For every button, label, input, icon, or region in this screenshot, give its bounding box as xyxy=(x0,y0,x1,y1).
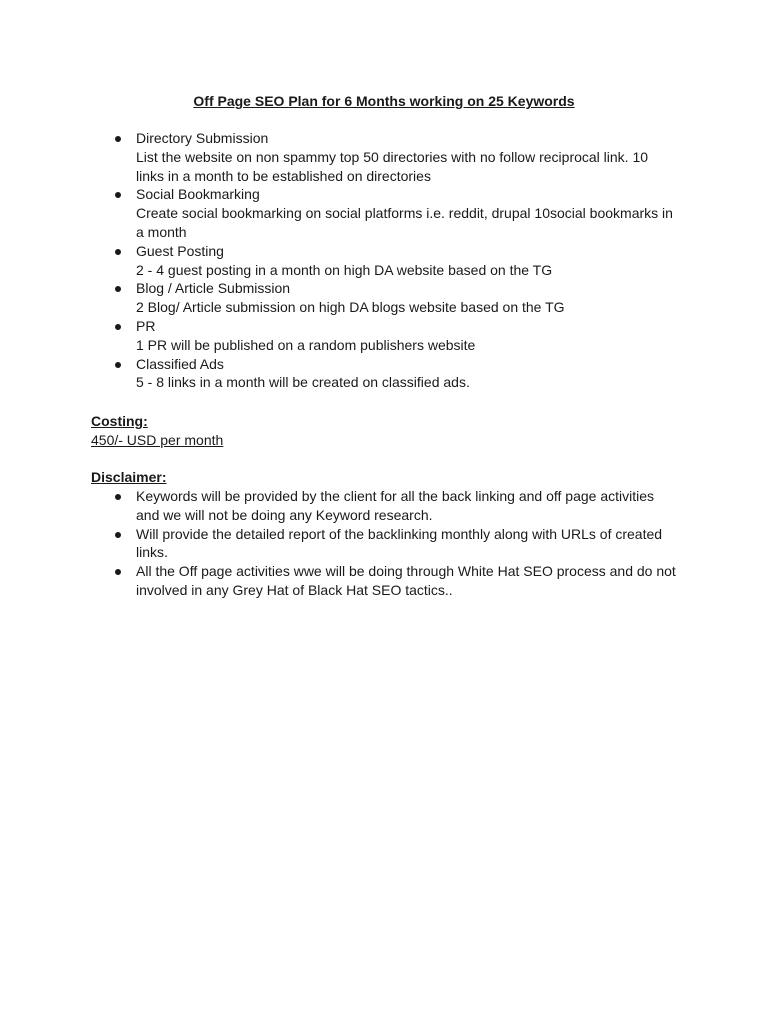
list-item xyxy=(0,525,768,563)
services-list xyxy=(0,129,768,392)
costing-heading: Costing: xyxy=(91,413,148,429)
bullet-icon xyxy=(115,192,121,198)
bullet-icon xyxy=(115,324,121,330)
bullet-icon xyxy=(115,494,121,500)
disclaimer-text: All the Off page activities wwe will be doing through White Hat SEO process and do not involved in any Grey Hat of Black Hat SEO tactics.. xyxy=(136,563,676,598)
bullet-icon xyxy=(115,286,121,292)
disclaimer-text: Keywords will be provided by the client for all the back linking and off page activities and we will not be doing any Keyword research. xyxy=(136,488,655,523)
bullet-icon xyxy=(115,569,121,575)
list-item xyxy=(0,242,768,280)
service-heading: Directory Submission xyxy=(136,130,269,146)
service-heading: Classified Ads xyxy=(136,355,224,372)
document-title: Off Page SEO Plan for 6 Months working on 25 Keywords xyxy=(193,93,575,109)
service-description: Create social bookmarking on social platforms i.e. reddit, drupal 10social bookmarks in a month xyxy=(136,205,673,240)
service-heading: Social Bookmarking xyxy=(136,186,260,203)
service-description: List the website on non spammy top 50 directories with no follow reciprocal link. 10 links in a month to be established on directories xyxy=(136,148,649,184)
disclaimer-text: Will provide the detailed report of the backlinking monthly along with URLs of created links. xyxy=(136,525,663,561)
list-item xyxy=(0,129,768,185)
list-item xyxy=(0,562,768,600)
service-heading: Guest Posting xyxy=(136,242,224,259)
disclaimer-heading: Disclaimer: xyxy=(91,469,167,485)
bullet-icon xyxy=(115,136,121,142)
list-item xyxy=(0,279,768,317)
service-description: 2 Blog/ Article submission on high DA blogs website based on the TG xyxy=(136,299,565,316)
service-heading: Blog / Article Submission xyxy=(136,280,291,297)
list-item xyxy=(0,185,768,241)
list-item xyxy=(0,487,768,525)
service-description: 2 - 4 guest posting in a month on high DA website based on the TG xyxy=(136,261,553,278)
bullet-icon xyxy=(115,362,121,368)
service-description: 1 PR will be published on a random publishers website xyxy=(136,336,476,353)
bullet-icon xyxy=(115,532,121,538)
disclaimer-list xyxy=(0,487,768,600)
costing-value: 450/- USD per month xyxy=(91,432,224,448)
list-item xyxy=(0,317,768,355)
bullet-icon xyxy=(115,249,121,255)
service-heading: PR xyxy=(136,317,156,334)
list-item xyxy=(0,355,768,393)
service-description: 5 - 8 links in a month will be created on classified ads. xyxy=(136,374,470,391)
